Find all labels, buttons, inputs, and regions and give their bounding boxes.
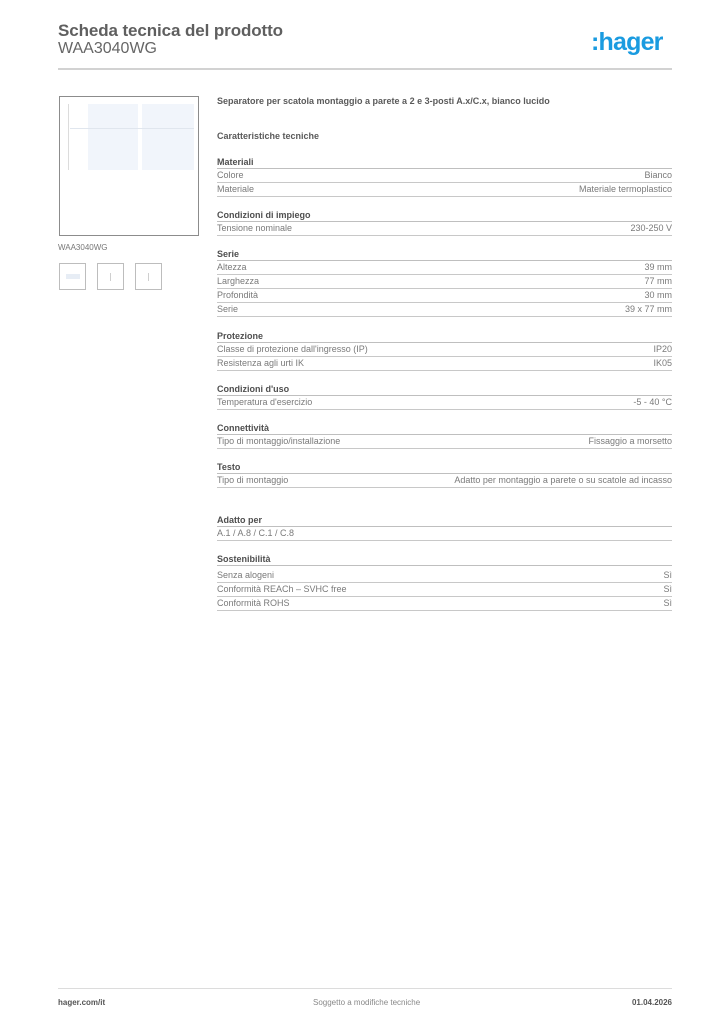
spec-label: Temperatura d'esercizio (217, 397, 313, 407)
product-image (59, 96, 199, 236)
footer-divider (58, 988, 672, 989)
image-edge-line (68, 104, 69, 170)
spec-value: 230-250 V (630, 223, 672, 233)
spec-label: Materiale (217, 184, 255, 194)
spec-row (217, 343, 672, 357)
spec-label: A.1 / A.8 / C.1 / C.8 (217, 528, 295, 538)
spec-label: Classe di protezione dall'ingresso (IP) (217, 344, 368, 354)
spec-row (217, 396, 672, 410)
image-panel-right (142, 104, 194, 170)
section-title: Sostenibilità (217, 553, 672, 566)
section-connettivita (217, 422, 672, 449)
thumbnail-front-view[interactable] (59, 263, 86, 290)
spec-label: Profondità (217, 290, 259, 300)
document-title: Scheda tecnica del prodotto (58, 21, 283, 40)
product-image-drawing (66, 102, 196, 172)
section-title: Protezione (217, 330, 672, 343)
spec-row (217, 303, 672, 317)
spec-value: Bianco (644, 170, 672, 180)
section-title: Connettività (217, 422, 672, 435)
spec-value: IK05 (653, 358, 672, 368)
section-protezione (217, 330, 672, 371)
footer-website-link[interactable]: hager.com/it (58, 998, 106, 1007)
product-image-caption: WAA3040WG (58, 243, 108, 252)
spec-value: 39 x 77 mm (624, 304, 672, 314)
spec-row (217, 275, 672, 289)
section-title: Condizioni di impiego (217, 209, 672, 222)
spec-value: Adatto per montaggio a parete o su scatole ad incasso (454, 475, 672, 485)
spec-value: 39 mm (644, 262, 672, 272)
spec-label: Serie (217, 304, 239, 314)
spec-value: -5 - 40 °C (633, 397, 672, 407)
product-code-heading: WAA3040WG (58, 40, 157, 57)
spec-label: Conformità ROHS (217, 598, 290, 608)
side-view-icon (110, 273, 111, 281)
section-adatto-per (217, 514, 672, 541)
spec-label: Larghezza (217, 276, 260, 286)
thumbnail-side-view-1[interactable] (97, 263, 124, 290)
spec-value: Sì (663, 598, 672, 608)
spec-label: Senza alogeni (217, 570, 275, 580)
section-serie (217, 248, 672, 317)
spec-row (217, 183, 672, 197)
section-testo (217, 461, 672, 488)
spec-value: Fissaggio a morsetto (588, 436, 672, 446)
section-title: Condizioni d'uso (217, 383, 672, 396)
section-title: Adatto per (217, 514, 672, 527)
image-divider-line (70, 128, 194, 129)
spec-row (217, 261, 672, 275)
spec-row (217, 222, 672, 236)
side-view-icon (148, 273, 149, 281)
spec-label: Tensione nominale (217, 223, 293, 233)
footer-notice: Soggetto a modifiche tecniche (313, 998, 421, 1007)
spec-value: Sì (663, 570, 672, 580)
footer-date: 01.04.2026 (631, 998, 672, 1007)
section-condizioni-impiego (217, 209, 672, 236)
spec-label: Colore (217, 170, 244, 180)
spec-row (217, 289, 672, 303)
spec-value: 77 mm (644, 276, 672, 286)
spec-value: IP20 (653, 344, 672, 354)
spec-row (217, 583, 672, 597)
spec-label: Conformità REACh – SVHC free (217, 584, 347, 594)
spec-row (217, 474, 672, 488)
spec-label: Altezza (217, 262, 247, 272)
spec-label: Tipo di montaggio (217, 475, 289, 485)
hager-logo: :hager (591, 28, 663, 56)
section-sostenibilita (217, 553, 672, 611)
spec-label: Tipo di montaggio/installazione (217, 436, 341, 446)
image-panel-left (88, 104, 138, 170)
section-title: Testo (217, 461, 672, 474)
spec-value: Sì (663, 584, 672, 594)
section-materiali (217, 156, 672, 197)
front-view-icon (66, 274, 80, 279)
spec-row (217, 435, 672, 449)
section-condizioni-uso (217, 383, 672, 410)
spec-row (217, 357, 672, 371)
spec-value: Materiale termoplastico (578, 184, 672, 194)
spec-label: Resistenza agli urti IK (217, 358, 305, 368)
spec-value: 30 mm (644, 290, 672, 300)
section-title: Materiali (217, 156, 672, 169)
spec-row (217, 169, 672, 183)
features-title: Caratteristiche tecniche (217, 131, 320, 141)
product-description: Separatore per scatola montaggio a parete a 2 e 3-posti A.x/C.x, bianco lucido (217, 96, 550, 106)
spec-row (217, 597, 672, 611)
thumbnail-side-view-2[interactable] (135, 263, 162, 290)
section-title: Serie (217, 248, 672, 261)
spec-row (217, 527, 672, 541)
header-divider (58, 68, 672, 70)
spec-row (217, 569, 672, 583)
